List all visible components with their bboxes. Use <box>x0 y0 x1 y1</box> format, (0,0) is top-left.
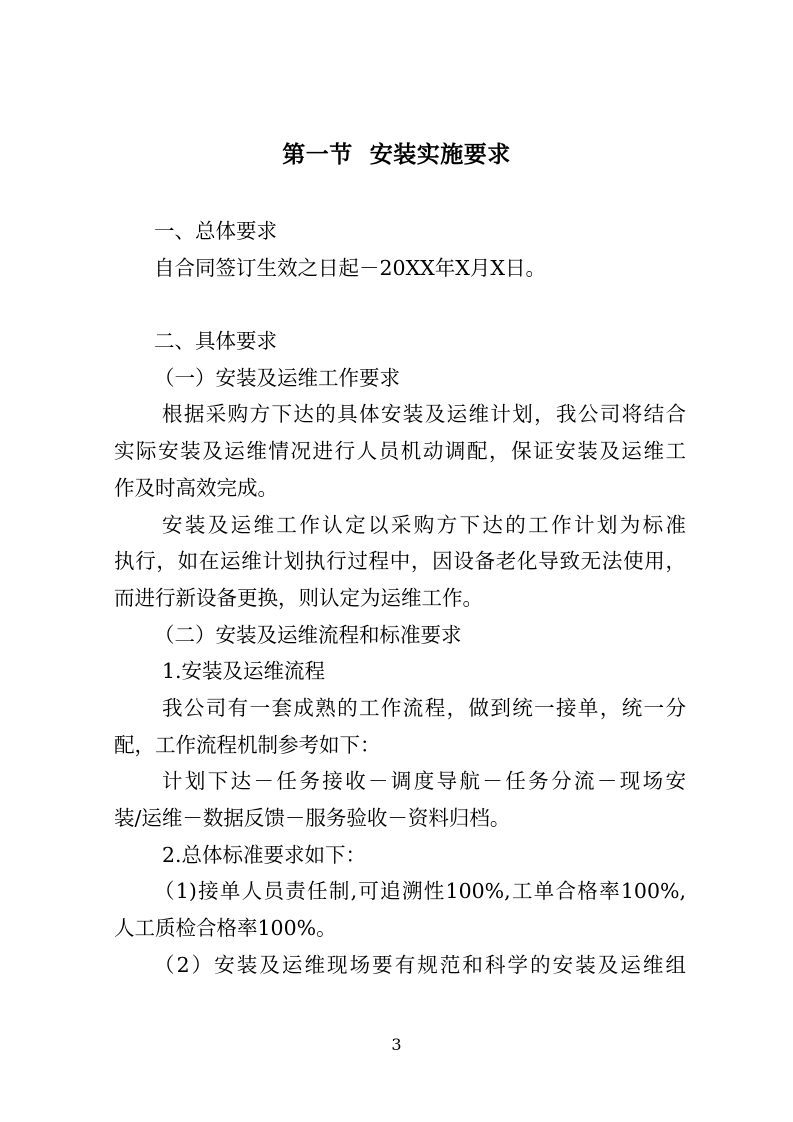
paragraph-line: 而进行新设备更换，则认定为运维工作。 <box>114 585 483 610</box>
paragraph-line: 人工质检合格率100%。 <box>114 916 337 941</box>
document-body <box>114 213 686 983</box>
paragraph-line: 计划下达－任务接收－调度导航－任务分流－现场安 <box>162 769 686 794</box>
page-number: 3 <box>391 1035 402 1054</box>
paragraph-line: （1)接单人员责任制,可追溯性100%,工单合格率100%, <box>154 879 686 904</box>
paragraph-line: 安装及运维工作认定以采购方下达的工作计划为标准 <box>162 512 686 537</box>
section-1-text: 自合同签订生效之日起－20XX年X月X日。 <box>154 255 546 280</box>
paragraph-line: 根据采购方下达的具体安装及运维计划，我公司将结合 <box>162 402 686 427</box>
subsection-1-heading: （一）安装及运维工作要求 <box>154 365 400 390</box>
subsection-2-heading: （二）安装及运维流程和标准要求 <box>154 622 462 647</box>
paragraph-line: 执行，如在运维计划执行过程中，因设备老化导致无法使用， <box>114 549 686 574</box>
item-1-heading: 1.安装及运维流程 <box>162 659 326 684</box>
section-2-heading: 二、具体要求 <box>154 329 277 354</box>
paragraph-line: （2）安装及运维现场要有规范和科学的安装及运维组 <box>154 952 686 977</box>
paragraph-line: 装/运维－数据反馈－服务验收－资料归档。 <box>114 806 511 830</box>
paragraph-line: 作及时高效完成。 <box>114 475 278 500</box>
paragraph-line: 我公司有一套成熟的工作流程，做到统一接单，统一分 <box>162 695 686 720</box>
page-title: 第一节 安装实施要求 <box>282 141 511 168</box>
paragraph-line: 配，工作流程机制参考如下： <box>114 732 381 757</box>
item-2-heading: 2.总体标准要求如下： <box>162 842 367 867</box>
paragraph-line: 实际安装及运维情况进行人员机动调配，保证安装及运维工 <box>114 439 686 464</box>
blank-line <box>114 286 686 323</box>
section-1-heading: 一、总体要求 <box>154 219 277 243</box>
